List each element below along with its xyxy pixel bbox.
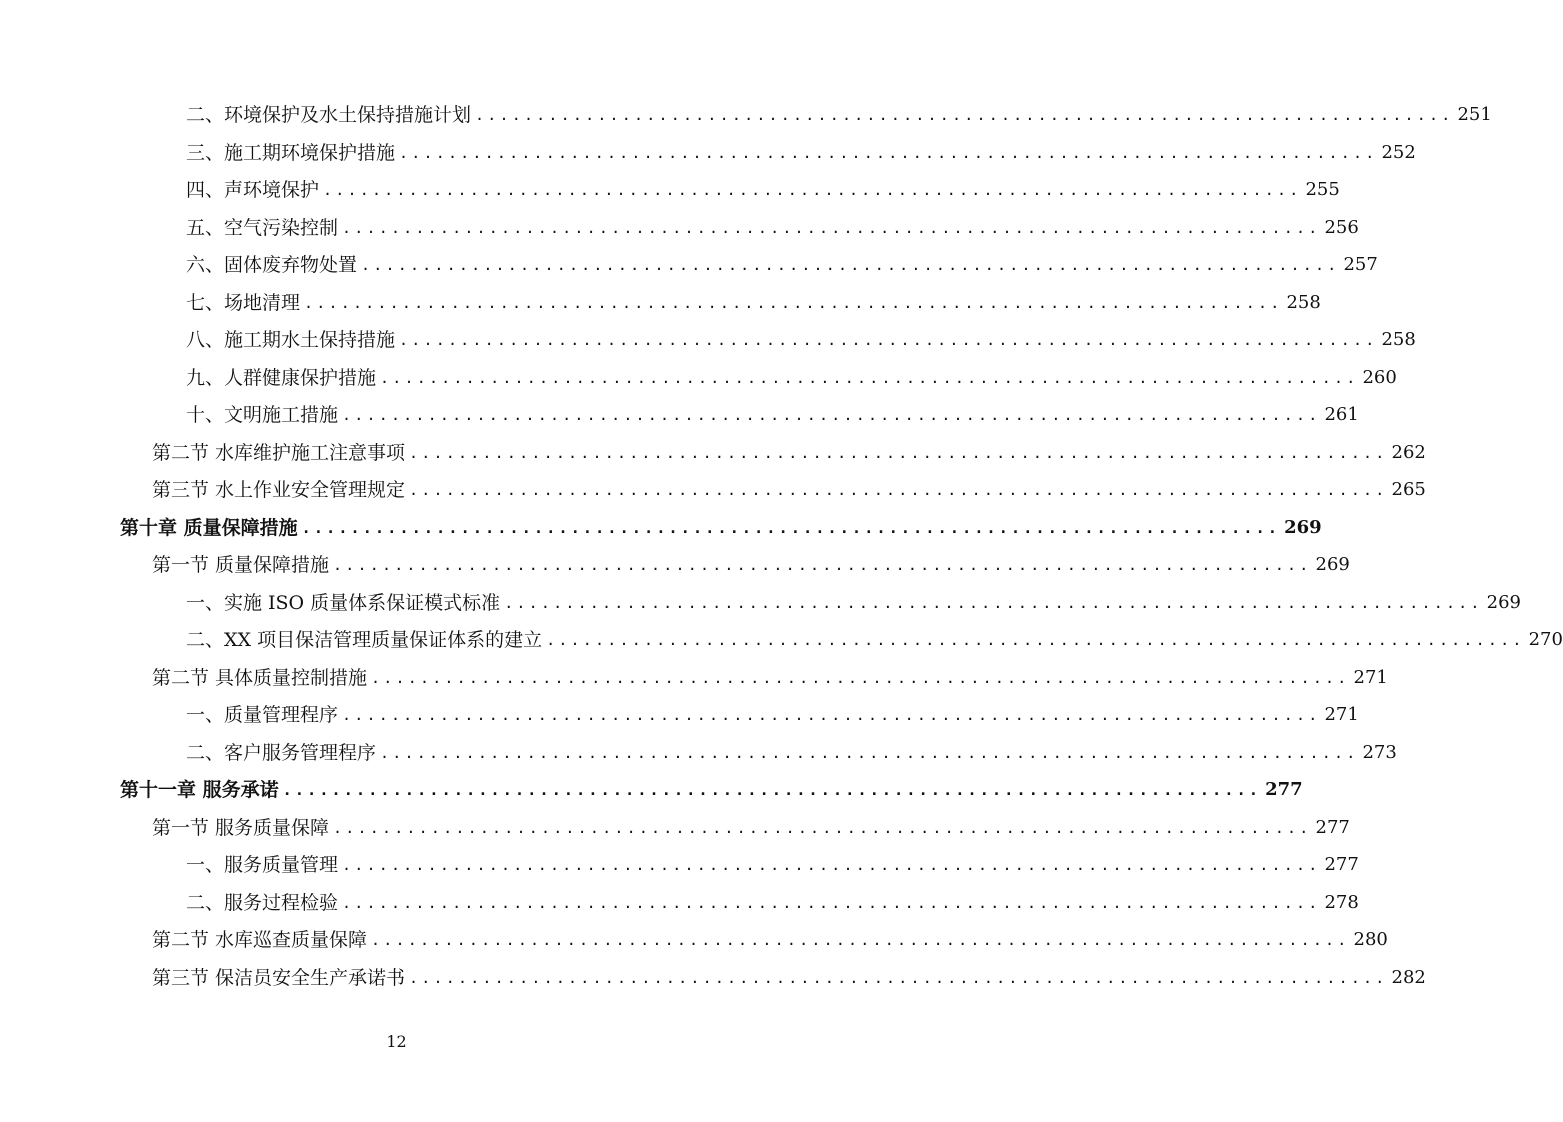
toc-entry-page-number: 269 xyxy=(1315,554,1350,575)
toc-entry-title: 六、固体废弃物处置 xyxy=(186,254,358,276)
toc-entry-page-number: 255 xyxy=(1305,179,1340,200)
toc-entry-title: 二、客户服务管理程序 xyxy=(186,741,377,764)
dot-leader: ................................................................................ xyxy=(380,743,1359,762)
dot-leader: ................................................................................ xyxy=(371,668,1350,687)
dot-leader: ................................................................................ xyxy=(546,631,1525,649)
toc-entry-page-number: 282 xyxy=(1391,966,1426,988)
toc-entry-page-number: 258 xyxy=(1286,291,1321,313)
toc-entry-page-number: 280 xyxy=(1353,929,1388,950)
toc-item-entry[interactable] xyxy=(186,850,1359,880)
dot-leader: ................................................................................ xyxy=(342,406,1321,424)
toc-entry-page-number: 251 xyxy=(1457,104,1492,125)
toc-entry-page-number: 265 xyxy=(1391,479,1426,500)
toc-entry-title: 十、文明施工措施 xyxy=(186,404,339,426)
toc-item-entry[interactable] xyxy=(186,138,1416,168)
dot-leader: ................................................................................ xyxy=(409,968,1388,987)
toc-entry-page-number: 260 xyxy=(1362,366,1397,388)
toc-entry-page-number: 273 xyxy=(1362,741,1397,763)
toc-entry-page-number: 278 xyxy=(1324,891,1359,913)
toc-entry-title: 第三节 水上作业安全管理规定 xyxy=(152,479,406,501)
dot-leader: ................................................................................ xyxy=(409,481,1388,499)
dot-leader: ................................................................................ xyxy=(361,256,1340,274)
toc-entry-title: 五、空气污染控制 xyxy=(186,216,339,239)
toc-section-entry[interactable] xyxy=(152,475,1426,505)
toc-chapter-entry[interactable] xyxy=(120,513,1322,543)
toc-entry-title: 三、施工期环境保护措施 xyxy=(186,141,396,164)
toc-chapter-entry[interactable] xyxy=(120,775,1303,805)
toc-entry-page-number: 271 xyxy=(1353,666,1388,688)
toc-entry-title: 二、环境保护及水土保持措施计划 xyxy=(186,104,472,126)
toc-section-entry[interactable] xyxy=(152,550,1350,580)
toc-entry-title: 二、XX 项目保洁管理质量保证体系的建立 xyxy=(186,629,543,651)
toc-entry-title: 第二节 水库巡查质量保障 xyxy=(152,929,368,951)
toc-section-entry[interactable] xyxy=(152,963,1426,993)
toc-item-entry[interactable] xyxy=(186,625,1563,655)
toc-section-entry[interactable] xyxy=(152,925,1388,955)
toc-entry-page-number: 257 xyxy=(1343,254,1378,275)
toc-entry-page-number: 271 xyxy=(1324,704,1359,725)
toc-entry-page-number: 277 xyxy=(1265,779,1303,800)
dot-leader: ................................................................................ xyxy=(304,293,1283,312)
toc-entry-page-number: 270 xyxy=(1528,629,1563,650)
dot-leader: ................................................................................ xyxy=(342,706,1321,724)
toc-entry-title: 九、人群健康保护措施 xyxy=(186,366,377,389)
dot-leader: ................................................................................ xyxy=(371,931,1350,949)
toc-item-entry[interactable] xyxy=(186,175,1340,205)
dot-leader: ................................................................................ xyxy=(301,518,1281,537)
toc-item-entry[interactable] xyxy=(186,100,1492,130)
toc-entry-page-number: 269 xyxy=(1284,516,1322,538)
toc-item-entry[interactable] xyxy=(186,288,1321,318)
dot-leader: ................................................................................ xyxy=(342,893,1321,912)
toc-item-entry[interactable] xyxy=(186,325,1416,355)
toc-item-entry[interactable] xyxy=(186,700,1359,730)
toc-entry-title: 第十章 质量保障措施 xyxy=(120,516,298,539)
toc-entry-title: 第十一章 服务承诺 xyxy=(120,779,279,801)
toc-entry-title: 第三节 保洁员安全生产承诺书 xyxy=(152,966,406,989)
dot-leader: ................................................................................ xyxy=(333,556,1312,574)
dot-leader: ................................................................................ xyxy=(409,443,1388,462)
dot-leader: ................................................................................ xyxy=(380,368,1359,387)
toc-entry-title: 第一节 质量保障措施 xyxy=(152,554,330,576)
toc-entry-page-number: 277 xyxy=(1324,854,1359,875)
toc-item-entry[interactable] xyxy=(186,363,1397,393)
toc-entry-title: 第二节 水库维护施工注意事项 xyxy=(152,441,406,464)
dot-leader: ................................................................................ xyxy=(282,781,1262,799)
dot-leader: ................................................................................ xyxy=(504,593,1483,612)
dot-leader: ................................................................................ xyxy=(342,856,1321,874)
toc-entry-page-number: 258 xyxy=(1381,329,1416,350)
toc-entry-page-number: 269 xyxy=(1486,591,1522,613)
dot-leader: ................................................................................ xyxy=(323,181,1302,199)
toc-entry-title: 一、实施 ISO 质量体系保证模式标准 xyxy=(186,591,501,614)
toc-entry-title: 二、服务过程检验 xyxy=(186,891,339,914)
toc-item-entry[interactable] xyxy=(186,213,1359,243)
toc-entry-title: 一、服务质量管理 xyxy=(186,854,339,876)
toc-item-entry[interactable] xyxy=(186,888,1359,918)
toc-entry-page-number: 256 xyxy=(1324,216,1359,238)
toc-item-entry[interactable] xyxy=(186,400,1359,430)
toc-entry-page-number: 252 xyxy=(1381,141,1416,163)
dot-leader: ................................................................................ xyxy=(399,143,1378,162)
dot-leader: ................................................................................ xyxy=(342,218,1321,237)
toc-item-entry[interactable] xyxy=(186,250,1378,280)
dot-leader: ................................................................................ xyxy=(333,818,1312,837)
toc-entry-title: 第一节 服务质量保障 xyxy=(152,816,330,839)
toc-entry-page-number: 277 xyxy=(1315,816,1350,838)
toc-entry-page-number: 262 xyxy=(1391,441,1426,463)
toc-entry-title: 第二节 具体质量控制措施 xyxy=(152,666,368,689)
dot-leader: ................................................................................ xyxy=(399,331,1378,349)
toc-section-entry[interactable] xyxy=(152,813,1350,843)
toc-entry-page-number: 261 xyxy=(1324,404,1359,425)
toc-entry-title: 一、质量管理程序 xyxy=(186,704,339,726)
toc-entry-title: 八、施工期水土保持措施 xyxy=(186,329,396,351)
toc-section-entry[interactable] xyxy=(152,663,1388,693)
toc-section-entry[interactable] xyxy=(152,438,1426,468)
toc-item-entry[interactable] xyxy=(186,738,1397,768)
dot-leader: ................................................................................ xyxy=(475,106,1454,124)
toc-entry-title: 四、声环境保护 xyxy=(186,179,320,201)
toc-entry-title: 七、场地清理 xyxy=(186,291,301,314)
toc-item-entry[interactable] xyxy=(186,588,1522,618)
page-number: 12 xyxy=(386,1032,407,1051)
